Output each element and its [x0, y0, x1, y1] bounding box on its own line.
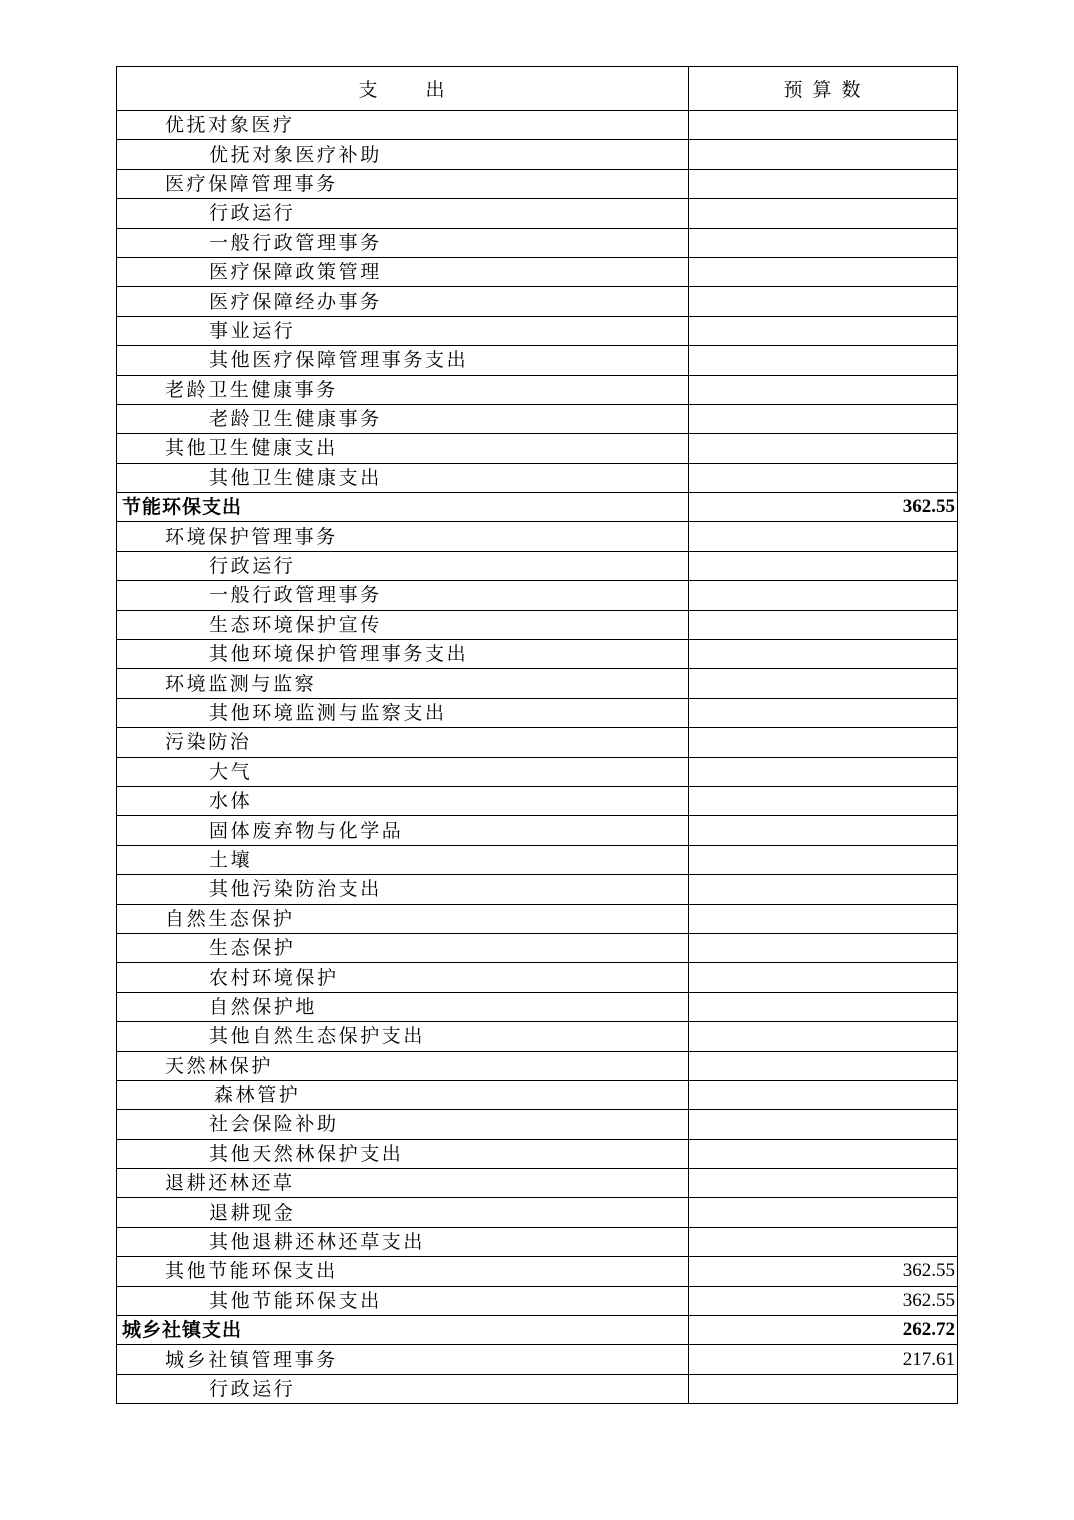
table-row — [117, 404, 958, 433]
row-item-label: 行政运行 — [117, 1374, 689, 1403]
row-item-label: 城乡社镇支出 — [117, 1316, 689, 1345]
row-item-label: 其他医疗保障管理事务支出 — [117, 346, 689, 375]
row-item-label: 水体 — [117, 786, 689, 815]
row-budget-amount — [689, 228, 958, 257]
table-row — [117, 1374, 958, 1403]
header-expenditure-char-a: 支 — [358, 79, 380, 101]
table-row — [117, 640, 958, 669]
row-item-label: 退耕还林还草 — [117, 1169, 689, 1198]
row-budget-amount — [689, 463, 958, 492]
table-row — [117, 1316, 958, 1345]
row-budget-amount — [689, 610, 958, 639]
table-row — [117, 199, 958, 228]
row-item-label: 环境保护管理事务 — [117, 522, 689, 551]
table-row — [117, 698, 958, 727]
table-row — [117, 287, 958, 316]
row-item-label: 大气 — [117, 757, 689, 786]
table-row — [117, 963, 958, 992]
table-header-row — [117, 67, 958, 111]
row-item-label: 污染防治 — [117, 728, 689, 757]
row-item-label: 退耕现金 — [117, 1198, 689, 1227]
table-row — [117, 757, 958, 786]
table-row — [117, 1257, 958, 1286]
row-item-label: 医疗保障管理事务 — [117, 169, 689, 198]
row-budget-amount — [689, 404, 958, 433]
table-row — [117, 816, 958, 845]
table-row — [117, 522, 958, 551]
row-item-label: 其他卫生健康支出 — [117, 463, 689, 492]
row-budget-amount — [689, 551, 958, 580]
row-budget-amount — [689, 992, 958, 1021]
row-budget-amount — [689, 816, 958, 845]
row-item-label: 生态保护 — [117, 933, 689, 962]
row-item-label: 节能环保支出 — [117, 493, 689, 522]
row-item-label: 其他环境保护管理事务支出 — [117, 640, 689, 669]
table-row — [117, 992, 958, 1021]
row-budget-amount — [689, 1110, 958, 1139]
row-budget-amount — [689, 375, 958, 404]
table-row — [117, 463, 958, 492]
table-row — [117, 346, 958, 375]
table-row — [117, 933, 958, 962]
table-row — [117, 228, 958, 257]
table-row — [117, 1051, 958, 1080]
row-item-label: 其他退耕还林还草支出 — [117, 1227, 689, 1256]
row-item-label: 医疗保障政策管理 — [117, 257, 689, 286]
row-budget-amount — [689, 904, 958, 933]
table-row — [117, 1110, 958, 1139]
table-row — [117, 375, 958, 404]
row-budget-amount — [689, 257, 958, 286]
row-item-label: 优抚对象医疗 — [117, 111, 689, 140]
row-item-label: 森林管护 — [117, 1080, 689, 1109]
row-item-label: 事业运行 — [117, 316, 689, 345]
row-budget-amount: 362.55 — [689, 1286, 958, 1315]
header-expenditure — [117, 67, 689, 111]
table-row — [117, 551, 958, 580]
table-row — [117, 169, 958, 198]
row-item-label: 其他污染防治支出 — [117, 875, 689, 904]
row-item-label: 城乡社镇管理事务 — [117, 1345, 689, 1374]
row-budget-amount — [689, 434, 958, 463]
row-item-label: 土壤 — [117, 845, 689, 874]
row-budget-amount — [689, 786, 958, 815]
row-budget-amount — [689, 111, 958, 140]
table-body — [117, 111, 958, 1404]
row-item-label: 其他节能环保支出 — [117, 1257, 689, 1286]
table-row — [117, 786, 958, 815]
row-item-label: 自然生态保护 — [117, 904, 689, 933]
row-item-label: 天然林保护 — [117, 1051, 689, 1080]
row-item-label: 其他节能环保支出 — [117, 1286, 689, 1315]
row-budget-amount — [689, 346, 958, 375]
row-item-label: 其他天然林保护支出 — [117, 1139, 689, 1168]
row-budget-amount — [689, 757, 958, 786]
table-row — [117, 434, 958, 463]
row-budget-amount: 217.61 — [689, 1345, 958, 1374]
row-budget-amount — [689, 169, 958, 198]
row-budget-amount: 262.72 — [689, 1316, 958, 1345]
table-row — [117, 581, 958, 610]
row-budget-amount — [689, 1374, 958, 1403]
table-row — [117, 845, 958, 874]
row-budget-amount — [689, 1198, 958, 1227]
row-budget-amount — [689, 1169, 958, 1198]
row-item-label: 固体废弃物与化学品 — [117, 816, 689, 845]
row-budget-amount — [689, 287, 958, 316]
row-item-label: 优抚对象医疗补助 — [117, 140, 689, 169]
row-budget-amount — [689, 963, 958, 992]
header-budget-amount: 预 算 数 — [689, 67, 958, 111]
row-budget-amount — [689, 1227, 958, 1256]
row-budget-amount — [689, 581, 958, 610]
table-row — [117, 669, 958, 698]
table-row — [117, 1227, 958, 1256]
row-budget-amount — [689, 1051, 958, 1080]
row-budget-amount — [689, 199, 958, 228]
row-item-label: 其他自然生态保护支出 — [117, 1022, 689, 1051]
row-item-label: 农村环境保护 — [117, 963, 689, 992]
row-item-label: 医疗保障经办事务 — [117, 287, 689, 316]
row-budget-amount — [689, 875, 958, 904]
table-row — [117, 140, 958, 169]
row-budget-amount — [689, 140, 958, 169]
row-budget-amount — [689, 728, 958, 757]
table-row — [117, 904, 958, 933]
row-budget-amount — [689, 698, 958, 727]
row-item-label: 生态环境保护宣传 — [117, 610, 689, 639]
row-item-label: 自然保护地 — [117, 992, 689, 1021]
row-item-label: 其他环境监测与监察支出 — [117, 698, 689, 727]
table-row — [117, 610, 958, 639]
table-row — [117, 1080, 958, 1109]
table-row — [117, 257, 958, 286]
table-row — [117, 1345, 958, 1374]
budget-table — [116, 66, 958, 1404]
row-budget-amount — [689, 522, 958, 551]
row-budget-amount: 362.55 — [689, 1257, 958, 1286]
row-budget-amount — [689, 1139, 958, 1168]
row-budget-amount — [689, 933, 958, 962]
row-item-label: 老龄卫生健康事务 — [117, 375, 689, 404]
row-budget-amount — [689, 640, 958, 669]
header-expenditure-char-b: 出 — [425, 79, 447, 101]
table-row — [117, 1198, 958, 1227]
row-item-label: 社会保险补助 — [117, 1110, 689, 1139]
row-budget-amount — [689, 316, 958, 345]
row-item-label: 其他卫生健康支出 — [117, 434, 689, 463]
table-row — [117, 1286, 958, 1315]
table-row — [117, 728, 958, 757]
row-budget-amount — [689, 1080, 958, 1109]
table-row — [117, 316, 958, 345]
table-row — [117, 111, 958, 140]
row-budget-amount — [689, 1022, 958, 1051]
row-budget-amount — [689, 669, 958, 698]
row-budget-amount: 362.55 — [689, 493, 958, 522]
table-row — [117, 1169, 958, 1198]
row-item-label: 环境监测与监察 — [117, 669, 689, 698]
row-item-label: 行政运行 — [117, 551, 689, 580]
row-item-label: 一般行政管理事务 — [117, 228, 689, 257]
row-item-label: 老龄卫生健康事务 — [117, 404, 689, 433]
table-row — [117, 493, 958, 522]
row-item-label: 一般行政管理事务 — [117, 581, 689, 610]
table-row — [117, 1139, 958, 1168]
row-budget-amount — [689, 845, 958, 874]
table-row — [117, 1022, 958, 1051]
row-item-label: 行政运行 — [117, 199, 689, 228]
table-row — [117, 875, 958, 904]
